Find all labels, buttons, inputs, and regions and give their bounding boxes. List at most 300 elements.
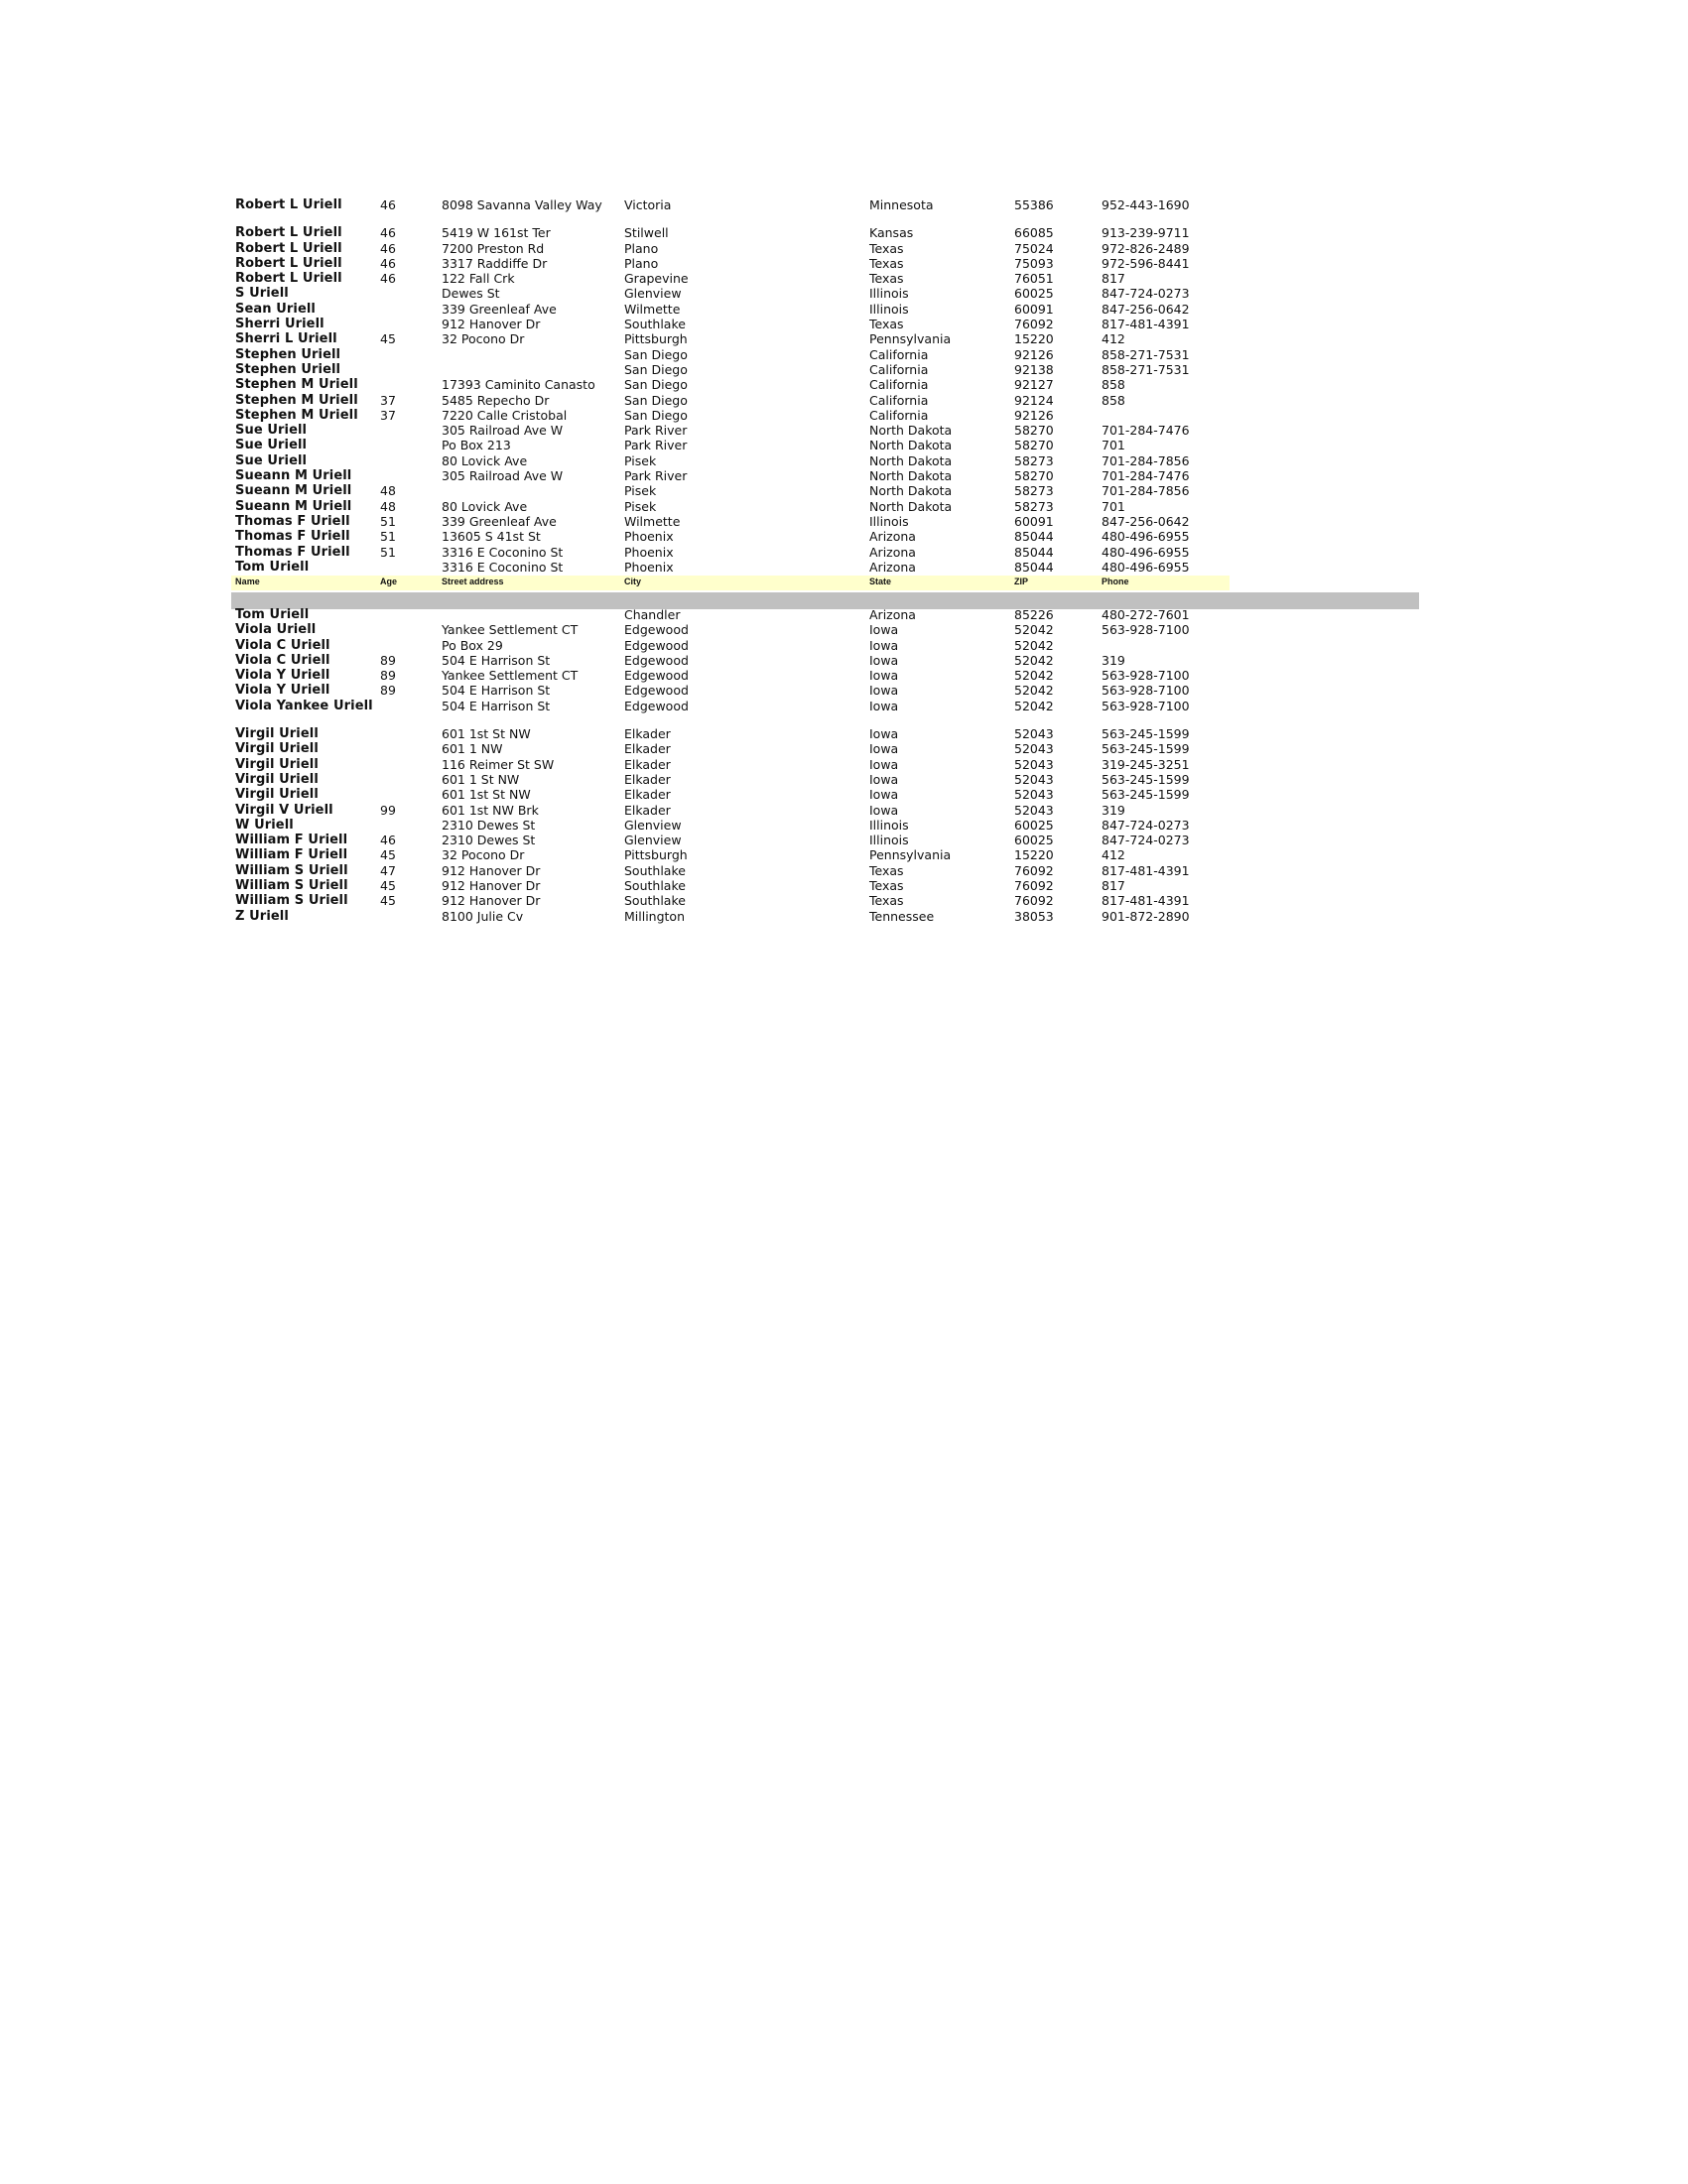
cell-zip: 92138 <box>1014 361 1054 377</box>
cell-zip: 60025 <box>1014 833 1054 848</box>
cell-zip: 76092 <box>1014 878 1054 894</box>
cell-city: Southlake <box>624 317 686 332</box>
cell-street: 2310 Dewes St <box>442 817 536 833</box>
cell-name: Tom Uriell <box>235 559 310 575</box>
cell-zip: 60025 <box>1014 286 1054 302</box>
cell-name: William F Uriell <box>235 847 348 863</box>
cell-zip: 38053 <box>1014 908 1054 924</box>
table-row <box>231 668 1224 683</box>
cell-zip: 52043 <box>1014 787 1054 803</box>
cell-zip: 92127 <box>1014 377 1054 393</box>
cell-name: Robert L Uriell <box>235 225 342 241</box>
column-header-name: Name <box>235 577 260 586</box>
cell-state: Tennessee <box>869 908 935 924</box>
cell-zip: 66085 <box>1014 225 1054 241</box>
cell-name: Viola Y Uriell <box>235 668 330 684</box>
cell-name: William F Uriell <box>235 833 348 848</box>
cell-street: Yankee Settlement CT <box>442 668 579 684</box>
cell-street: 122 Fall Crk <box>442 271 515 287</box>
cell-street: 601 1st NW Brk <box>442 802 539 818</box>
cell-state: Iowa <box>869 771 899 787</box>
cell-street: 13605 S 41st St <box>442 529 541 545</box>
table-row <box>231 377 1224 392</box>
cell-state: Iowa <box>869 698 899 713</box>
cell-name: Z Uriell <box>235 908 289 924</box>
cell-city: San Diego <box>624 377 688 393</box>
cell-name: Sue Uriell <box>235 423 308 439</box>
cell-state: Illinois <box>869 513 909 529</box>
cell-name: Virgil Uriell <box>235 741 319 757</box>
table-row <box>231 347 1224 362</box>
cell-name: Stephen M Uriell <box>235 407 358 423</box>
cell-state: Iowa <box>869 652 899 668</box>
cell-city: Pisek <box>624 452 657 468</box>
cell-city: Southlake <box>624 862 686 878</box>
cell-name: Sueann M Uriell <box>235 483 352 499</box>
cell-phone: 972-596-8441 <box>1102 255 1190 271</box>
cell-age: 89 <box>380 652 396 668</box>
column-header-phone: Phone <box>1102 577 1129 586</box>
table-row <box>231 514 1224 529</box>
column-header-row <box>231 576 1224 588</box>
table-row <box>231 893 1224 908</box>
cell-state: North Dakota <box>869 438 953 453</box>
cell-zip: 58270 <box>1014 438 1054 453</box>
cell-city: Glenview <box>624 286 682 302</box>
cell-age: 46 <box>380 240 396 256</box>
cell-street: 912 Hanover Dr <box>442 893 541 909</box>
cell-zip: 60091 <box>1014 301 1054 317</box>
cell-street: 17393 Caminito Canasto <box>442 377 595 393</box>
cell-name: Virgil Uriell <box>235 771 319 787</box>
cell-state: California <box>869 377 929 393</box>
cell-city: San Diego <box>624 407 688 423</box>
cell-state: Pennsylvania <box>869 331 952 347</box>
cell-street: 601 1 St NW <box>442 771 520 787</box>
table-row <box>231 818 1224 833</box>
cell-age: 47 <box>380 862 396 878</box>
cell-street: 601 1st St NW <box>442 787 531 803</box>
cell-city: Millington <box>624 908 686 924</box>
cell-zip: 76051 <box>1014 271 1054 287</box>
table-row <box>231 833 1224 847</box>
cell-zip: 58270 <box>1014 468 1054 484</box>
cell-city: Plano <box>624 255 659 271</box>
cell-street: 5419 W 161st Ter <box>442 225 551 241</box>
cell-state: North Dakota <box>869 483 953 499</box>
cell-name: Virgil V Uriell <box>235 802 333 818</box>
cell-phone: 563-928-7100 <box>1102 668 1190 684</box>
cell-street: 3317 Raddiffe Dr <box>442 255 548 271</box>
cell-phone: 563-245-1599 <box>1102 741 1190 757</box>
cell-street: Po Box 213 <box>442 438 511 453</box>
table-row <box>231 772 1224 787</box>
cell-phone: 563-245-1599 <box>1102 771 1190 787</box>
cell-street: 339 Greenleaf Ave <box>442 301 557 317</box>
cell-name: Viola Y Uriell <box>235 683 330 699</box>
cell-state: Iowa <box>869 741 899 757</box>
cell-state: California <box>869 346 929 362</box>
cell-state: Texas <box>869 878 904 894</box>
cell-phone: 319 <box>1102 652 1125 668</box>
cell-state: North Dakota <box>869 468 953 484</box>
table-row <box>231 483 1224 498</box>
cell-zip: 60025 <box>1014 817 1054 833</box>
cell-age: 37 <box>380 407 396 423</box>
table-row <box>231 197 1224 212</box>
cell-phone: 319-245-3251 <box>1102 756 1190 772</box>
cell-city: Park River <box>624 423 688 439</box>
cell-zip: 52042 <box>1014 637 1054 653</box>
cell-zip: 52043 <box>1014 756 1054 772</box>
table-row <box>231 256 1224 271</box>
cell-age: 45 <box>380 847 396 863</box>
cell-zip: 76092 <box>1014 893 1054 909</box>
cell-state: North Dakota <box>869 452 953 468</box>
cell-city: Phoenix <box>624 529 674 545</box>
cell-street: Yankee Settlement CT <box>442 622 579 638</box>
cell-phone: 701-284-7476 <box>1102 468 1190 484</box>
cell-state: Kansas <box>869 225 914 241</box>
cell-state: Texas <box>869 317 904 332</box>
cell-street: 7220 Calle Cristobal <box>442 407 568 423</box>
cell-state: Iowa <box>869 683 899 699</box>
table-row <box>231 393 1224 408</box>
cell-name: Sue Uriell <box>235 438 308 453</box>
cell-phone: 901-872-2890 <box>1102 908 1190 924</box>
cell-city: Pisek <box>624 498 657 514</box>
cell-phone: 563-245-1599 <box>1102 726 1190 742</box>
cell-state: Texas <box>869 862 904 878</box>
cell-street: 2310 Dewes St <box>442 833 536 848</box>
cell-name: Viola Yankee Uriell <box>235 698 373 713</box>
cell-zip: 58273 <box>1014 483 1054 499</box>
column-header-city: City <box>624 577 642 586</box>
table-row <box>231 622 1224 637</box>
cell-age: 45 <box>380 893 396 909</box>
cell-city: Stilwell <box>624 225 669 241</box>
cell-zip: 52042 <box>1014 652 1054 668</box>
cell-city: Grapevine <box>624 271 689 287</box>
cell-state: California <box>869 392 929 408</box>
cell-city: San Diego <box>624 346 688 362</box>
table-row <box>231 757 1224 772</box>
cell-zip: 76092 <box>1014 317 1054 332</box>
records-table-top <box>231 197 1224 575</box>
table-row <box>231 225 1224 240</box>
cell-city: Edgewood <box>624 698 689 713</box>
cell-zip: 52043 <box>1014 771 1054 787</box>
cell-city: Edgewood <box>624 622 689 638</box>
cell-zip: 75093 <box>1014 255 1054 271</box>
cell-city: Elkader <box>624 726 671 742</box>
cell-state: North Dakota <box>869 423 953 439</box>
cell-zip: 52043 <box>1014 802 1054 818</box>
cell-name: Sherri Uriell <box>235 317 325 332</box>
cell-street: Dewes St <box>442 286 500 302</box>
cell-city: Southlake <box>624 878 686 894</box>
table-row <box>231 529 1224 544</box>
cell-name: Viola Uriell <box>235 622 317 638</box>
cell-phone: 701 <box>1102 498 1125 514</box>
cell-phone: 701-284-7856 <box>1102 483 1190 499</box>
table-row <box>231 302 1224 317</box>
cell-age: 45 <box>380 331 396 347</box>
cell-phone: 952-443-1690 <box>1102 197 1190 212</box>
cell-state: Iowa <box>869 756 899 772</box>
cell-zip: 58273 <box>1014 498 1054 514</box>
cell-street: 305 Railroad Ave W <box>442 468 564 484</box>
cell-age: 48 <box>380 498 396 514</box>
cell-street: 7200 Preston Rd <box>442 240 545 256</box>
cell-name: Viola C Uriell <box>235 637 330 653</box>
cell-name: Sean Uriell <box>235 301 316 317</box>
cell-zip: 52043 <box>1014 726 1054 742</box>
cell-street: 80 Lovick Ave <box>442 452 528 468</box>
cell-street: Po Box 29 <box>442 637 503 653</box>
cell-zip: 75024 <box>1014 240 1054 256</box>
cell-name: Virgil Uriell <box>235 787 319 803</box>
cell-name: Sherri L Uriell <box>235 331 337 347</box>
cell-street: 5485 Repecho Dr <box>442 392 550 408</box>
cell-zip: 52042 <box>1014 668 1054 684</box>
cell-state: Illinois <box>869 286 909 302</box>
cell-state: California <box>869 361 929 377</box>
cell-street: 339 Greenleaf Ave <box>442 513 557 529</box>
cell-city: Elkader <box>624 771 671 787</box>
cell-city: Victoria <box>624 197 672 212</box>
cell-age: 46 <box>380 255 396 271</box>
cell-phone: 913-239-9711 <box>1102 225 1190 241</box>
cell-age: 51 <box>380 529 396 545</box>
cell-city: Pittsburgh <box>624 331 688 347</box>
cell-city: Elkader <box>624 741 671 757</box>
cell-name: William S Uriell <box>235 878 348 894</box>
cell-state: Iowa <box>869 726 899 742</box>
cell-street: 912 Hanover Dr <box>442 878 541 894</box>
cell-name: Robert L Uriell <box>235 197 342 212</box>
cell-city: Elkader <box>624 756 671 772</box>
cell-city: Edgewood <box>624 683 689 699</box>
cell-name: Thomas F Uriell <box>235 529 350 545</box>
cell-phone: 972-826-2489 <box>1102 240 1190 256</box>
cell-name: W Uriell <box>235 817 294 833</box>
cell-age: 51 <box>380 513 396 529</box>
cell-age: 45 <box>380 878 396 894</box>
cell-city: Park River <box>624 438 688 453</box>
cell-name: Tom Uriell <box>235 607 310 622</box>
cell-name: Sueann M Uriell <box>235 468 352 484</box>
table-row <box>231 317 1224 331</box>
cell-zip: 85044 <box>1014 544 1054 560</box>
cell-street: 8100 Julie Cv <box>442 908 524 924</box>
table-row <box>231 560 1224 575</box>
cell-zip: 15220 <box>1014 847 1054 863</box>
cell-phone: 701-284-7856 <box>1102 452 1190 468</box>
column-header-street: Street address <box>442 577 504 586</box>
table-row <box>231 863 1224 878</box>
cell-phone: 412 <box>1102 847 1125 863</box>
cell-city: San Diego <box>624 392 688 408</box>
cell-phone: 858 <box>1102 377 1125 393</box>
table-row <box>231 408 1224 423</box>
cell-city: Edgewood <box>624 668 689 684</box>
cell-age: 46 <box>380 271 396 287</box>
table-row <box>231 909 1224 924</box>
cell-street: 80 Lovick Ave <box>442 498 528 514</box>
cell-city: Phoenix <box>624 544 674 560</box>
cell-age: 89 <box>380 683 396 699</box>
cell-city: Plano <box>624 240 659 256</box>
cell-phone: 817-481-4391 <box>1102 317 1190 332</box>
cell-zip: 92124 <box>1014 392 1054 408</box>
cell-phone: 319 <box>1102 802 1125 818</box>
cell-city: Park River <box>624 468 688 484</box>
cell-name: Stephen M Uriell <box>235 377 358 393</box>
table-row <box>231 607 1224 622</box>
cell-name: William S Uriell <box>235 862 348 878</box>
cell-phone: 858-271-7531 <box>1102 346 1190 362</box>
cell-zip: 85044 <box>1014 559 1054 575</box>
cell-age: 46 <box>380 833 396 848</box>
cell-city: Edgewood <box>624 652 689 668</box>
cell-city: Glenview <box>624 833 682 848</box>
table-row <box>231 423 1224 438</box>
cell-city: San Diego <box>624 361 688 377</box>
cell-city: Southlake <box>624 893 686 909</box>
cell-state: Texas <box>869 271 904 287</box>
table-row <box>231 638 1224 653</box>
table-row <box>231 468 1224 483</box>
cell-name: Robert L Uriell <box>235 240 342 256</box>
table-row <box>231 438 1224 452</box>
cell-phone: 701-284-7476 <box>1102 423 1190 439</box>
cell-city: Glenview <box>624 817 682 833</box>
cell-name: Viola C Uriell <box>235 652 330 668</box>
cell-city: Wilmette <box>624 513 681 529</box>
cell-street: 3316 E Coconino St <box>442 544 564 560</box>
cell-phone: 817 <box>1102 878 1125 894</box>
table-row <box>231 241 1224 256</box>
cell-age: 89 <box>380 668 396 684</box>
cell-zip: 55386 <box>1014 197 1054 212</box>
cell-state: Minnesota <box>869 197 934 212</box>
cell-name: Sue Uriell <box>235 452 308 468</box>
cell-phone: 563-928-7100 <box>1102 698 1190 713</box>
cell-city: Pisek <box>624 483 657 499</box>
cell-state: Illinois <box>869 833 909 848</box>
cell-zip: 58273 <box>1014 452 1054 468</box>
cell-city: Elkader <box>624 802 671 818</box>
cell-state: Pennsylvania <box>869 847 952 863</box>
cell-state: Texas <box>869 255 904 271</box>
cell-name: Stephen Uriell <box>235 361 341 377</box>
cell-phone: 412 <box>1102 331 1125 347</box>
cell-street: 8098 Savanna Valley Way <box>442 197 602 212</box>
cell-zip: 15220 <box>1014 331 1054 347</box>
cell-name: Stephen M Uriell <box>235 392 358 408</box>
cell-state: Arizona <box>869 529 916 545</box>
cell-zip: 85044 <box>1014 529 1054 545</box>
cell-street: 601 1 NW <box>442 741 503 757</box>
table-row <box>231 653 1224 668</box>
cell-zip: 52042 <box>1014 622 1054 638</box>
cell-phone: 480-496-6955 <box>1102 544 1190 560</box>
cell-state: Texas <box>869 893 904 909</box>
cell-street: 912 Hanover Dr <box>442 862 541 878</box>
cell-phone: 563-245-1599 <box>1102 787 1190 803</box>
cell-state: Illinois <box>869 817 909 833</box>
cell-state: Iowa <box>869 622 899 638</box>
cell-state: Iowa <box>869 637 899 653</box>
cell-street: 32 Pocono Dr <box>442 847 525 863</box>
cell-zip: 52042 <box>1014 683 1054 699</box>
cell-state: Arizona <box>869 607 916 622</box>
cell-name: S Uriell <box>235 286 289 302</box>
table-row <box>231 878 1224 893</box>
cell-zip: 92126 <box>1014 407 1054 423</box>
cell-phone: 847-256-0642 <box>1102 301 1190 317</box>
cell-city: Phoenix <box>624 559 674 575</box>
cell-zip: 52042 <box>1014 698 1054 713</box>
table-row <box>231 726 1224 741</box>
cell-street: 504 E Harrison St <box>442 652 551 668</box>
table-row <box>231 545 1224 560</box>
cell-age: 46 <box>380 197 396 212</box>
cell-age: 37 <box>380 392 396 408</box>
cell-phone: 480-272-7601 <box>1102 607 1190 622</box>
cell-phone: 847-256-0642 <box>1102 513 1190 529</box>
cell-phone: 701 <box>1102 438 1125 453</box>
cell-state: California <box>869 407 929 423</box>
cell-street: 116 Reimer St SW <box>442 756 555 772</box>
cell-zip: 76092 <box>1014 862 1054 878</box>
cell-zip: 52043 <box>1014 741 1054 757</box>
table-row <box>231 331 1224 346</box>
cell-name: Robert L Uriell <box>235 255 342 271</box>
cell-phone: 847-724-0273 <box>1102 833 1190 848</box>
table-row <box>231 787 1224 802</box>
cell-phone: 817-481-4391 <box>1102 893 1190 909</box>
table-row <box>231 683 1224 698</box>
cell-street: 912 Hanover Dr <box>442 317 541 332</box>
column-header-state: State <box>869 577 892 586</box>
cell-city: Pittsburgh <box>624 847 688 863</box>
cell-phone: 563-928-7100 <box>1102 622 1190 638</box>
cell-street: 305 Railroad Ave W <box>442 423 564 439</box>
cell-phone: 563-928-7100 <box>1102 683 1190 699</box>
column-header-zip: ZIP <box>1014 577 1029 586</box>
cell-name: William S Uriell <box>235 893 348 909</box>
cell-zip: 85226 <box>1014 607 1054 622</box>
cell-age: 46 <box>380 225 396 241</box>
cell-age: 51 <box>380 544 396 560</box>
cell-name: Thomas F Uriell <box>235 544 350 560</box>
cell-state: Arizona <box>869 559 916 575</box>
table-row <box>231 453 1224 468</box>
column-header-age: Age <box>380 577 398 586</box>
cell-city: Elkader <box>624 787 671 803</box>
cell-zip: 58270 <box>1014 423 1054 439</box>
cell-zip: 92126 <box>1014 346 1054 362</box>
cell-street: 504 E Harrison St <box>442 698 551 713</box>
cell-state: Illinois <box>869 301 909 317</box>
cell-phone: 480-496-6955 <box>1102 529 1190 545</box>
cell-phone: 858 <box>1102 392 1125 408</box>
cell-city: Edgewood <box>624 637 689 653</box>
table-row <box>231 847 1224 862</box>
cell-zip: 60091 <box>1014 513 1054 529</box>
